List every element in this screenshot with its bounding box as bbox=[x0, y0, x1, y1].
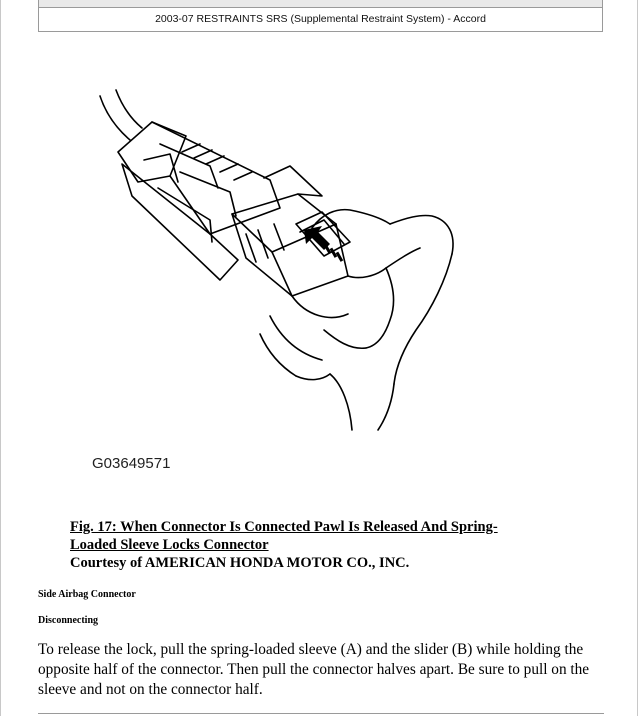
subsection-heading-disconnecting: Disconnecting bbox=[38, 615, 98, 626]
bottom-divider bbox=[38, 713, 604, 714]
connector-illustration bbox=[60, 84, 530, 484]
section-heading-side-airbag: Side Airbag Connector bbox=[38, 589, 136, 600]
header-title: 2003-07 RESTRAINTS SRS (Supplemental Restraint System) - Accord bbox=[155, 13, 486, 25]
caption-line-2: Loaded Sleeve Locks Connector bbox=[70, 537, 269, 553]
header-top-strip bbox=[39, 0, 602, 8]
figure-caption bbox=[70, 518, 610, 572]
caption-courtesy: Courtesy of AMERICAN HONDA MOTOR CO., INC. bbox=[70, 555, 410, 571]
figure-id-label: G03649571 bbox=[92, 455, 171, 472]
caption-line-1: Fig. 17: When Connector Is Connected Pawl Is Released And Spring- bbox=[70, 519, 498, 535]
body-paragraph: To release the lock, pull the spring-loaded sleeve (A) and the slider (B) while holding the opposite half of the connector. Then pull the connector halves apart. Be sure to pull on the sleeve and not on the connector half. bbox=[38, 641, 590, 698]
page-header bbox=[38, 0, 603, 32]
page-left-border bbox=[0, 0, 1, 716]
